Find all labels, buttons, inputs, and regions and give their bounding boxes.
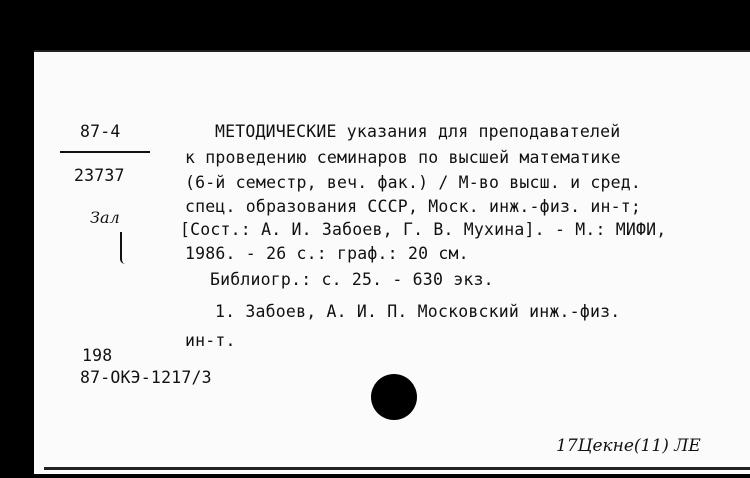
tracings-line-2: ин-т.: [185, 331, 236, 350]
card-code-1: 198: [82, 346, 113, 365]
title-line-6: 1986. - 26 с.: граф.: 20 см.: [185, 244, 469, 263]
title-line-2: к проведению семинаров по высшей математике: [185, 148, 621, 167]
call-number-bottom: 23737: [74, 166, 125, 185]
tracings-line-1: 1. Забоев, А. И. П. Московский инж.-физ.: [215, 302, 621, 321]
call-number-top: 87-4: [80, 122, 121, 141]
bibliography-line: Библиогр.: с. 25. - 630 экз.: [210, 270, 494, 289]
card-bottom-edge: [44, 467, 750, 470]
call-number-divider: [60, 151, 150, 153]
title-line-3: (6-й семестр, веч. фак.) / М-во высш. и сред.: [185, 173, 642, 192]
title-line-1: МЕТОДИЧЕСКИЕ указания для преподавателей: [215, 122, 621, 141]
handwritten-note: 17Цекне(11) ЛЕ: [556, 436, 701, 456]
title-line-4: спец. образования СССР, Моск. инж.-физ. ин-т;: [185, 197, 642, 216]
title-line-5: [Сост.: А. И. Забоев, Г. В. Мухина]. - М.: МИФИ,: [180, 220, 667, 239]
handwritten-stroke: [120, 232, 125, 264]
card-code-2: 87-ОКЭ-1217/3: [80, 368, 212, 387]
card-top-edge: [34, 50, 750, 52]
punch-hole: [371, 374, 417, 420]
handwritten-mark: Зал: [90, 208, 120, 227]
